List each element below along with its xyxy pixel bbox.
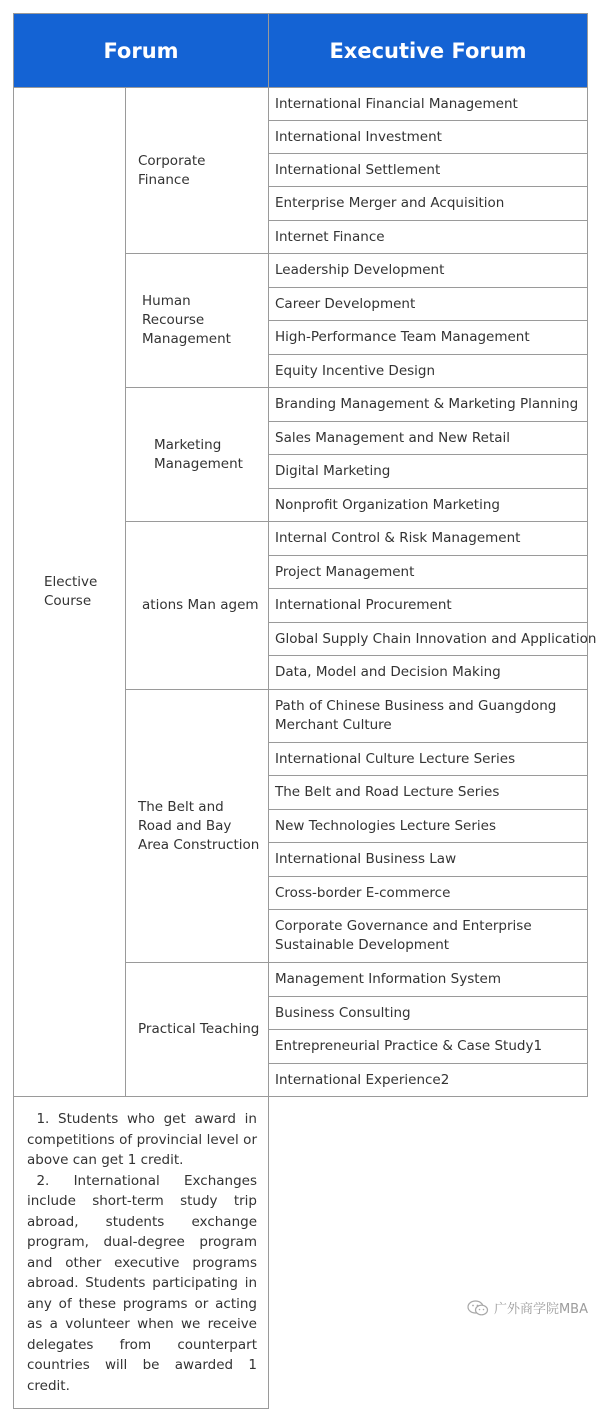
course-item: International Business Law bbox=[269, 843, 588, 877]
header-executive-forum: Executive Forum bbox=[269, 14, 588, 88]
group-corporate-finance: Corporate Finance bbox=[126, 88, 269, 254]
course-item: Internet Finance bbox=[269, 221, 588, 254]
header-forum: Forum bbox=[14, 14, 269, 88]
course-item: Sales Management and New Retail bbox=[269, 422, 588, 455]
course-item: The Belt and Road Lecture Series bbox=[269, 776, 588, 810]
note-1: 1. Students who get award in competitions of provincial level or above can get 1 credit. bbox=[27, 1111, 257, 1168]
course-item: Corporate Governance and Enterprise Sustainable Development bbox=[269, 910, 588, 963]
group-belt-and-road: The Belt and Road and Bay Area Construction bbox=[126, 690, 269, 963]
group-human-resource-management: Human Recourse Management bbox=[126, 254, 269, 388]
group-practical-teaching: Practical Teaching bbox=[126, 963, 269, 1097]
course-item: Internal Control & Risk Management bbox=[269, 522, 588, 556]
course-item: Cross-border E-commerce bbox=[269, 877, 588, 910]
course-item: International Financial Management bbox=[269, 88, 588, 121]
course-item: Career Development bbox=[269, 288, 588, 321]
category-elective-course: Elective Course bbox=[14, 88, 126, 1097]
course-item: New Technologies Lecture Series bbox=[269, 810, 588, 843]
course-item: International Experience2 bbox=[269, 1064, 588, 1097]
course-table bbox=[13, 13, 597, 1409]
course-item: International Investment bbox=[269, 121, 588, 154]
course-item: High-Performance Team Management bbox=[269, 321, 588, 355]
course-item: Management Information System bbox=[269, 963, 588, 997]
course-item: Business Consulting bbox=[269, 997, 588, 1030]
wechat-icon bbox=[467, 1300, 489, 1316]
note-2: 2. International Exchanges include short-term study trip abroad, students exchange program, dual-degree program and other executive programs abroad. Students participating in any of these programs or acting as a volunteer when we receive delegates from counterpart countries will be awarded 1 credit. bbox=[27, 1172, 257, 1394]
header-row bbox=[14, 14, 588, 88]
course-item: International Settlement bbox=[269, 154, 588, 187]
course-item: International Culture Lecture Series bbox=[269, 743, 588, 776]
course-item: Digital Marketing bbox=[269, 455, 588, 489]
group-marketing-management: Marketing Management bbox=[126, 388, 269, 522]
course-item: Entrepreneurial Practice & Case Study1 bbox=[269, 1030, 588, 1064]
notes-cell bbox=[14, 1097, 269, 1409]
group-operations-management: ations Man agem bbox=[126, 522, 269, 690]
course-item: International Procurement bbox=[269, 589, 588, 623]
course-item: Equity Incentive Design bbox=[269, 355, 588, 388]
course-item: Project Management bbox=[269, 556, 588, 589]
course-item: Branding Management & Marketing Planning bbox=[269, 388, 588, 422]
course-item: Leadership Development bbox=[269, 254, 588, 288]
watermark-text: 广外商学院MBA bbox=[493, 1302, 588, 1317]
watermark bbox=[467, 1298, 588, 1317]
course-item: Data, Model and Decision Making bbox=[269, 656, 588, 690]
course-item: Path of Chinese Business and Guangdong Merchant Culture bbox=[269, 690, 588, 743]
course-item: Enterprise Merger and Acquisition bbox=[269, 187, 588, 221]
course-item: Global Supply Chain Innovation and Application bbox=[269, 623, 588, 656]
course-item: Nonprofit Organization Marketing bbox=[269, 489, 588, 522]
